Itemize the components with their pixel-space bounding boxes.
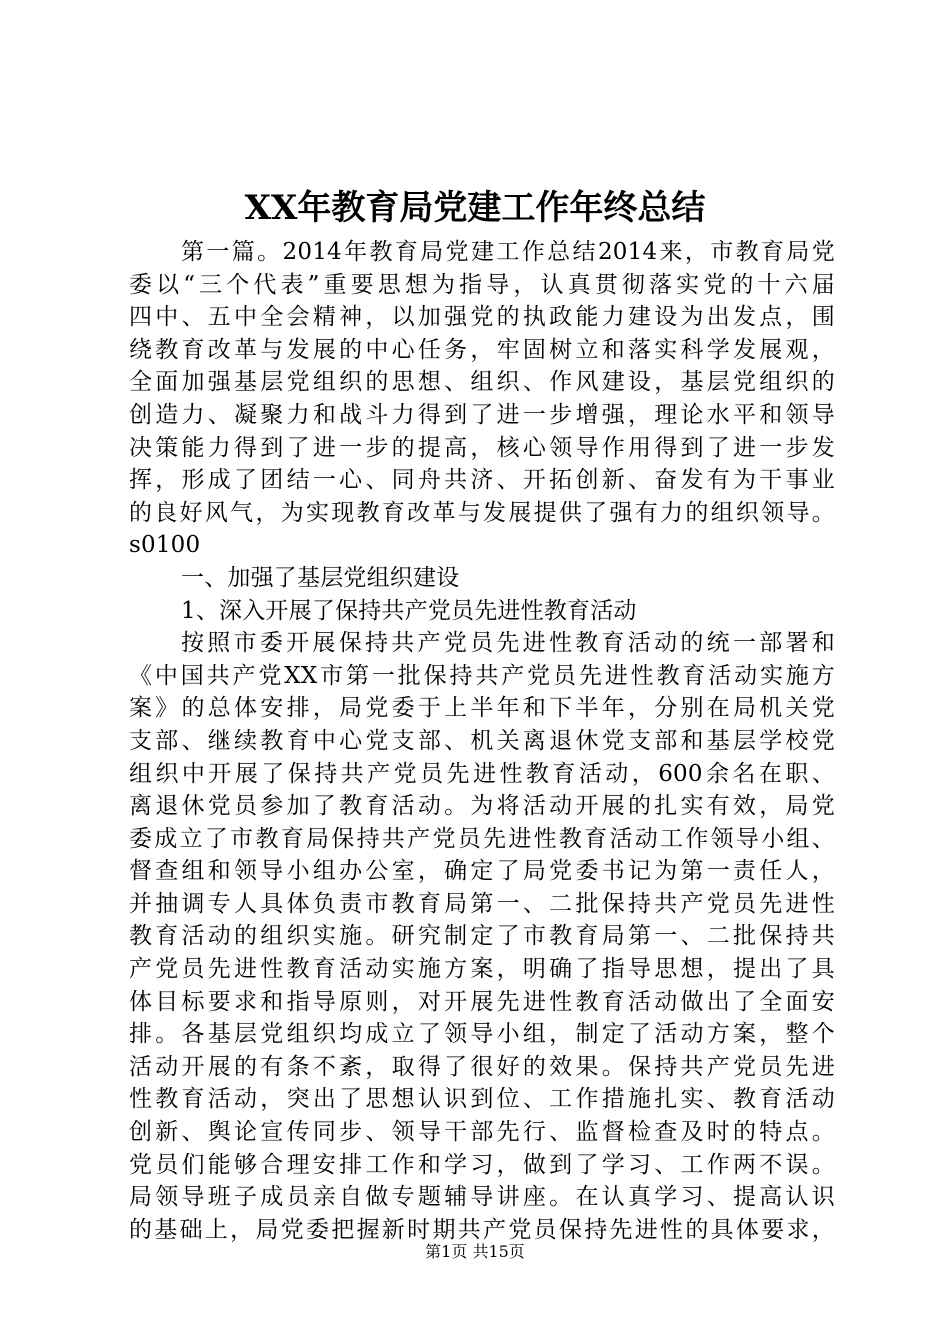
text-line: 性教育活动，突出了思想认识到位、工作措施扎实、教育活动 [129,1086,835,1113]
text-line: 教育活动的组织实施。研究制定了市教育局第一、二批保持共 [129,923,835,950]
text-line: 产党员先进性教育活动实施方案，明确了指导思想，提出了具 [129,956,835,983]
document-title: XX年教育局党建工作年终总结 [244,188,706,228]
text-line: 并抽调专人具体负责市教育局第一、二批保持共产党员先进性 [129,890,835,917]
page-footer: 第1页 共15页 [425,1242,525,1261]
text-line: 第一篇。2014年教育局党建工作总结2014来，市教育局党 [181,239,835,265]
text-line: 局领导班子成员亲自做专题辅导讲座。在认真学习、提高认识 [129,1184,835,1211]
text-line: 绕教育改革与发展的中心任务，牢固树立和落实科学发展观， [129,336,835,363]
text-line: 党员们能够合理安排工作和学习，做到了学习、工作两不误。 [129,1151,835,1178]
text-line: 一、加强了基层党组织建设 [181,564,460,591]
text-line: 1、深入开展了保持共产党员先进性教育活动 [181,597,637,624]
text-line: 创新、舆论宣传同步、领导干部先行、监督检查及时的特点。 [129,1119,835,1146]
text-line: 督查组和领导小组办公室，确定了局党委书记为第一责任人， [129,858,835,885]
text-line: 按照市委开展保持共产党员先进性教育活动的统一部署和 [181,630,835,657]
text-line: 《中国共产党XX市第一批保持共产党员先进性教育活动实施方 [129,662,835,689]
text-line: 案》的总体安排，局党委于上半年和下半年，分别在局机关党 [129,695,835,722]
text-line: 全面加强基层党组织的思想、组织、作风建设，基层党组织的 [129,369,835,396]
text-line: 委以“三个代表”重要思想为指导，认真贯彻落实党的十六届 [129,271,835,298]
text-line: 委成立了市教育局保持共产党员先进性教育活动工作领导小组、 [129,825,835,852]
text-line: 挥，形成了团结一心、同舟共济、开拓创新、奋发有为干事业 [129,467,835,494]
text-line: 组织中开展了保持共产党员先进性教育活动，600余名在职、 [129,760,835,787]
text-line: 支部、继续教育中心党支部、机关离退休党支部和基层学校党 [129,727,835,754]
text-line: 体目标要求和指导原则，对开展先进性教育活动做出了全面安 [129,988,835,1015]
text-line: 排。各基层党组织均成立了领导小组，制定了活动方案，整个 [129,1021,835,1048]
text-line: s0100 [129,532,201,559]
text-line: 活动开展的有条不紊，取得了很好的效果。保持共产党员先进 [129,1053,835,1080]
text-line: 创造力、凝聚力和战斗力得到了进一步增强，理论水平和领导 [129,401,835,428]
text-line: 离退休党员参加了教育活动。为将活动开展的扎实有效，局党 [129,793,835,820]
document-body [129,236,835,1246]
text-line: 四中、五中全会精神，以加强党的执政能力建设为出发点，围 [129,304,835,331]
text-line: 的良好风气，为实现教育改革与发展提供了强有力的组织领导。 [129,499,835,526]
text-line: 决策能力得到了进一步的提高，核心领导作用得到了进一步发 [129,434,835,461]
text-line: 的基础上，局党委把握新时期共产党员保持先进性的具体要求， [129,1216,835,1243]
